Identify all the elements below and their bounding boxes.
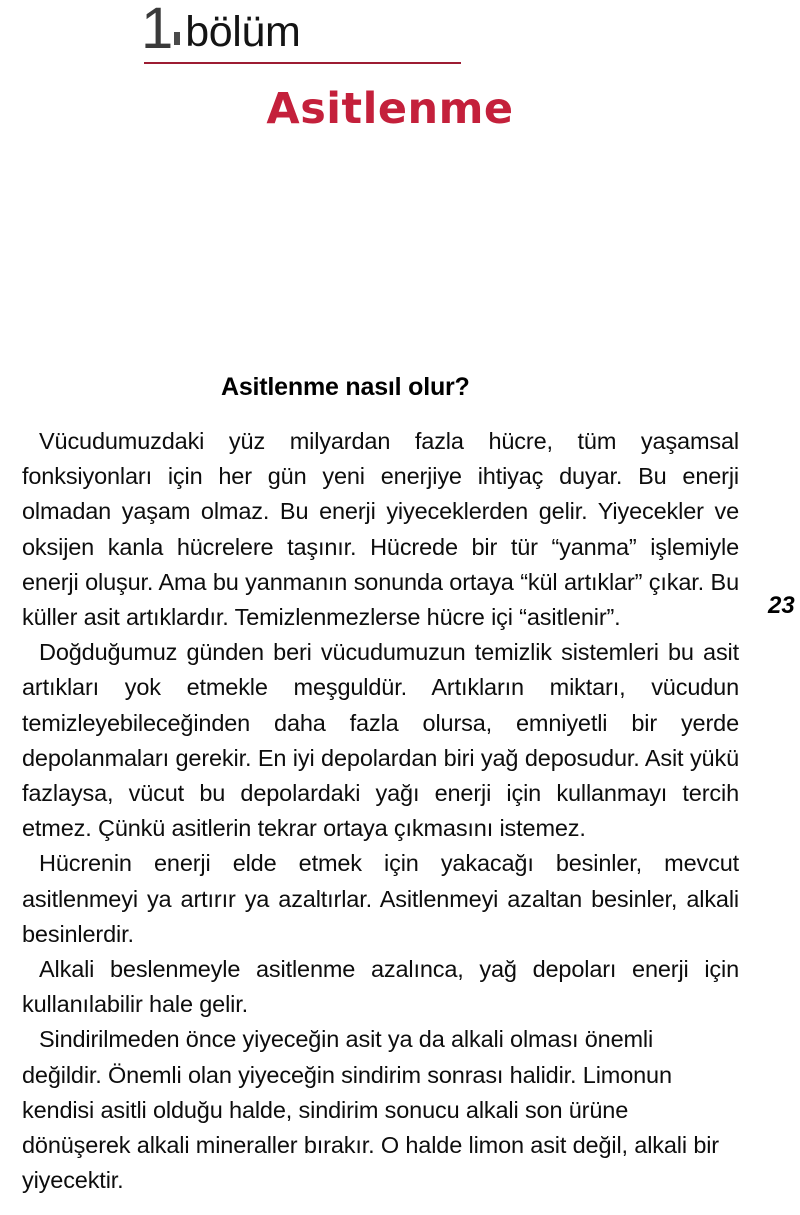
page-number: 23 (768, 592, 795, 619)
chapter-number: 1 (141, 0, 173, 61)
body-paragraph: Vücudumuzdaki yüz milyardan fazla hücre, tüm yaşamsal fonksiyonları için her gün yeni enerjiye ihtiyaç duyar. Bu enerji olmadan yaşam olmaz. Bu enerji yiyeceklerden gelir. Yiyecekler ve oksijen kanla hücrelere taşınır. Hücrede bir tür “yanma” işlemiyle enerji oluşur. Ama bu yanmanın sonunda ortaya “kül artıklar” çıkar. Bu küller asit artıklardır. Temizlenmezlerse hücre içi “asitlenir”. (22, 428, 739, 631)
page-title: Asitlenme (266, 84, 514, 134)
chapter-number-dot (174, 32, 180, 45)
chapter-header (141, 0, 301, 61)
section-heading: Asitlenme nasıl olur? (221, 373, 470, 401)
body-paragraph: Alkali beslenmeyle asitlenme azalınca, yağ depoları enerji için kullanılabilir hale gelir. (22, 956, 739, 1018)
chapter-divider-rule (144, 62, 461, 64)
body-paragraph: Hücrenin enerji elde etmek için yakacağı besinler, mevcut asitlenmeyi ya artırır ya azaltırlar. Asitlenmeyi azaltan besinler, alkali besinlerdir. (22, 850, 739, 947)
body-paragraph: Doğduğumuz günden beri vücudumuzun temizlik sistemleri bu asit artıkları yok etmekle meşguldür. Artıkların miktarı, vücudun temizleyebileceğinden daha fazla olursa, emniyetli bir yerde depolanmaları gerekir. En iyi depolardan biri yağ deposudur. Asit yükü fazlaysa, vücut bu depolardaki yağı enerji için kullanmayı tercih etmez. Çünkü asitlerin tekrar ortaya çıkmasını istemez. (22, 639, 739, 842)
chapter-word-label: bölüm (185, 8, 301, 56)
body-paragraph: Sindirilmeden önce yiyeceğin asit ya da alkali olması önemli değildir. Önemli olan yiyeceğin sindirim sonrası halidir. Limonun kendisi asitli olduğu halde, sindirim sonucu alkali son ürüne dönüşerek alkali mineraller bırakır. O halde limon asit değil, alkali bir yiyecektir. (22, 1026, 719, 1194)
body-text-block (22, 424, 739, 1198)
